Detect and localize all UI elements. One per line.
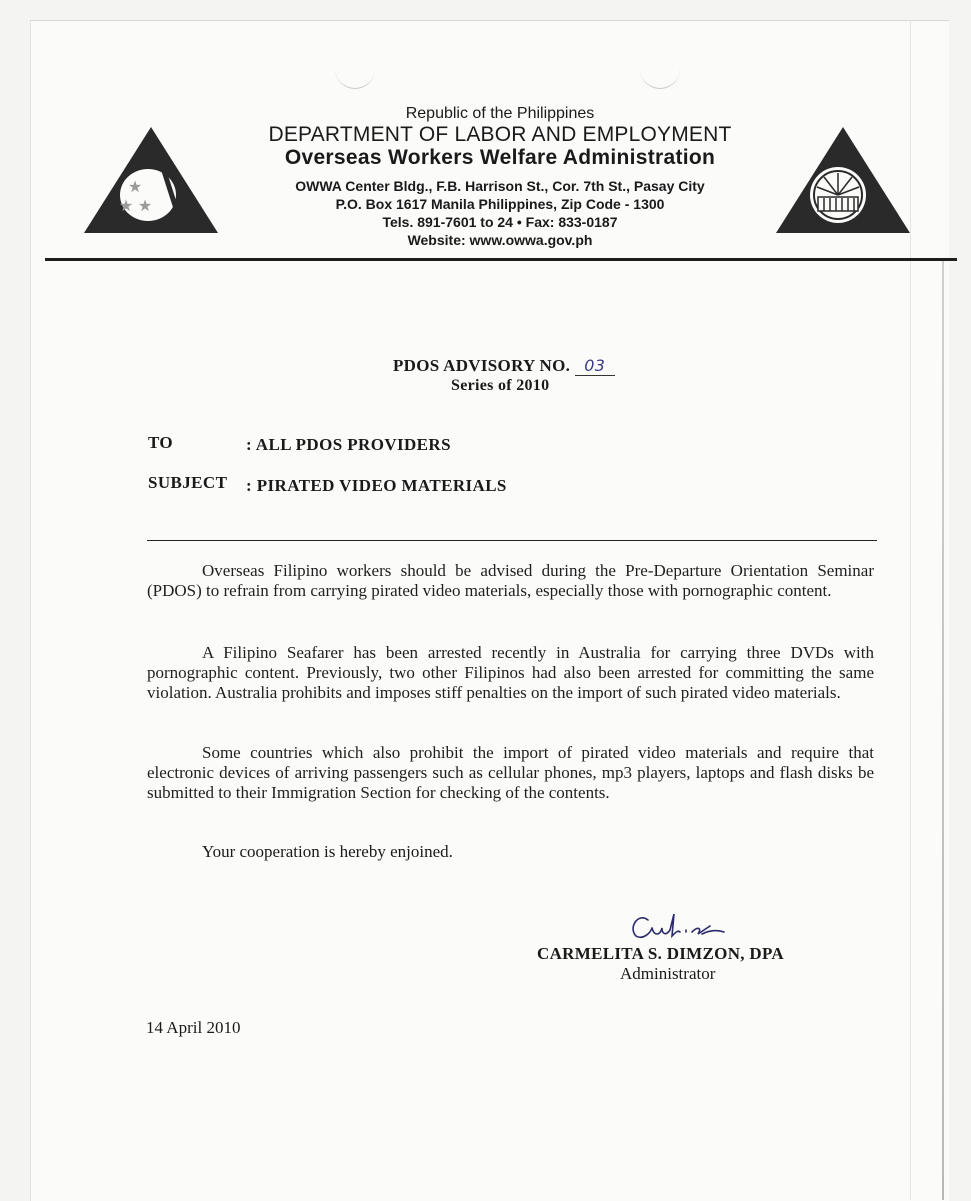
body-paragraph-text: Some countries which also prohibit the import of pirated video materials and require that electronic devices of arriving passengers such as cellular phones, mp3 players, laptops and flash disks be submitted to their Immigration Section for checking of the contents. — [147, 743, 874, 802]
signatory-name: CARMELITA S. DIMZON, DPA — [537, 944, 784, 963]
body-paragraph-text: A Filipino Seafarer has been arrested recently in Australia for carrying three DVDs with pornographic content. Previously, two other Filipinos had also been arrested for committing the same violation. Australia prohibits and imposes stiff penalties on the import of such pirated video materials. — [147, 643, 874, 702]
svg-text:★: ★ — [118, 198, 134, 215]
letterhead-divider — [45, 258, 957, 261]
triangle-stars-logo-icon — [82, 125, 220, 235]
memo-divider — [147, 540, 877, 541]
document-date: 14 April 2010 — [146, 1018, 241, 1037]
to-label: TO — [148, 433, 174, 452]
closing-line: Your cooperation is hereby enjoined. — [202, 842, 453, 861]
advisory-title-prefix: PDOS ADVISORY NO. — [393, 356, 571, 375]
triangle-sunburst-seal-icon — [774, 125, 912, 235]
to-value: : ALL PDOS PROVIDERS — [246, 435, 451, 454]
advisory-series: Series of 2010 — [451, 377, 550, 394]
body-paragraph — [147, 643, 874, 703]
address-line-1: OWWA Center Bldg., F.B. Harrison St., Cor. 7th St., Pasay City — [295, 178, 705, 194]
svg-text:★: ★ — [137, 198, 153, 215]
body-paragraph — [147, 743, 874, 803]
advisory-number: 03 — [575, 356, 615, 376]
phone-fax-line: Tels. 891-7601 to 24 • Fax: 833-0187 — [382, 214, 618, 230]
agency-name: Overseas Workers Welfare Administration — [284, 146, 716, 169]
department-name: DEPARTMENT OF LABOR AND EMPLOYMENT — [268, 123, 732, 146]
subject-value: : PIRATED VIDEO MATERIALS — [246, 476, 507, 495]
subject-label: SUBJECT — [148, 473, 228, 492]
page-edge-shadow — [942, 260, 944, 1200]
website-line: Website: www.owwa.gov.ph — [407, 232, 593, 248]
handwritten-signature — [620, 906, 760, 946]
signatory-title: Administrator — [620, 964, 716, 983]
address-line-2: P.O. Box 1617 Manila Philippines, Zip Code - 1300 — [335, 196, 665, 212]
republic-line: Republic of the Philippines — [405, 105, 595, 122]
body-paragraph — [147, 561, 874, 601]
body-paragraph-text: Overseas Filipino workers should be advised during the Pre-Departure Orientation Seminar (PDOS) to refrain from carrying pirated video materials, especially those with pornographic content. — [147, 561, 874, 600]
svg-text:★: ★ — [127, 179, 143, 196]
advisory-title — [393, 356, 615, 376]
